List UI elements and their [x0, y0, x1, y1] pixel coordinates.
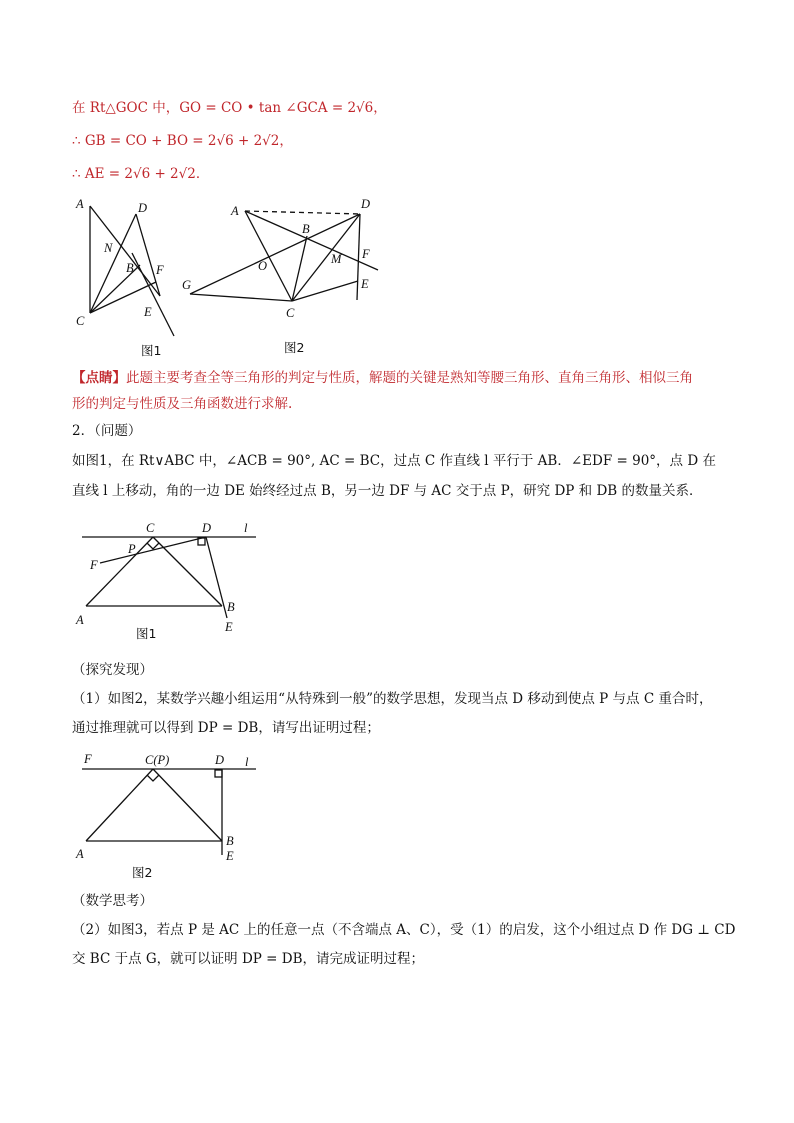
top-fig1-geometry — [90, 206, 174, 336]
top-fig2-label-M: M — [331, 252, 342, 266]
note-line-2: 形的判定与性质及三角函数进行求解. — [72, 396, 293, 412]
prob-fig2-label-A: A — [76, 847, 84, 861]
question-2-line-1: （2）如图3，若点 P 是 AC 上的任意一点（不含端点 A、C），受（1）的启发，这个小组过点 D 作 DG ⊥ CD — [72, 922, 736, 938]
top-fig2-label-C: C — [286, 306, 295, 320]
problem-number: 2．（问题） — [72, 423, 142, 439]
note-text-1: 此题主要考查全等三角形的判定与性质，解题的关键是熟知等腰三角形、直角三角形、相似三角 — [126, 370, 693, 386]
problem-para-1: 如图1，在 Rt∨ABC 中，∠ACB = 90°, AC = BC，过点 C 作直线 l 平行于 AB．∠EDF = 90°，点 D 在 — [72, 453, 716, 469]
problem-para-2: 直线 l 上移动，角的一边 DE 始终经过点 B，另一边 DF 与 AC 交于点 P，研究 DP 和 DB 的数量关系． — [72, 483, 703, 499]
prob-fig2-geometry — [82, 769, 256, 855]
top-fig1-label-B: B — [126, 261, 134, 275]
prob-fig1-label-C: C — [146, 521, 155, 535]
prob-fig1-label-B: B — [227, 600, 235, 614]
prob-fig1-caption: 图1 — [136, 626, 157, 641]
top-fig1-caption: 图1 — [141, 343, 162, 358]
prob-fig1-label-F: F — [90, 558, 98, 572]
note-tag: 【点睛】 — [72, 370, 126, 386]
prob-fig1-geometry — [82, 537, 256, 618]
solution-line-2: ∴ GB = CO + BO = 2√6 + 2√2， — [72, 133, 293, 149]
prob-fig2-label-B: B — [226, 834, 234, 848]
top-fig1-label-N: N — [104, 241, 113, 255]
prob-fig2-label-F: F — [84, 752, 92, 766]
prob-fig2-label-CP: C(P) — [145, 753, 170, 767]
prob-fig2-caption: 图2 — [132, 865, 153, 880]
top-fig1-label-F: F — [156, 263, 164, 277]
top-fig2-label-D: D — [361, 197, 371, 211]
prob-fig1-label-l: l — [244, 521, 248, 535]
top-fig1-label-D: D — [138, 201, 148, 215]
top-fig2-label-F: F — [362, 247, 370, 261]
prob-fig1-label-A: A — [76, 613, 84, 627]
top-fig1-label-C: C — [76, 314, 85, 328]
solution-line-1: 在 Rt△GOC 中，GO = CO • tan ∠GCA = 2√6， — [72, 100, 387, 116]
prob-fig2-label-D: D — [215, 753, 225, 767]
solution-line-3: ∴ AE = 2√6 + 2√2． — [72, 166, 210, 182]
prob-fig1-label-D: D — [202, 521, 212, 535]
question-1-line-1: （1）如图2，某数学兴趣小组运用“从特殊到一般”的数学思想，发现当点 D 移动到使点 P 与点 C 重合时， — [72, 691, 713, 707]
question-2-line-2: 交 BC 于点 G，就可以证明 DP = DB，请完成证明过程； — [72, 951, 424, 967]
prob-fig1-label-P: P — [128, 542, 136, 556]
top-fig1-label-A: A — [76, 197, 84, 211]
top-fig1-label-E: E — [144, 305, 152, 319]
top-fig2-label-B: B — [302, 222, 310, 236]
prob-fig2-label-l: l — [245, 755, 249, 769]
prob-fig2-label-E: E — [226, 849, 234, 863]
top-fig2-label-A: A — [231, 204, 239, 218]
question-1-line-2: 通过推理就可以得到 DP = DB，请写出证明过程； — [72, 720, 380, 736]
note-line-1 — [72, 368, 693, 388]
explore-heading: （探究发现） — [72, 662, 153, 678]
top-fig2-geometry — [190, 211, 378, 301]
think-heading: （数学思考） — [72, 893, 153, 909]
top-fig2-label-E: E — [361, 277, 369, 291]
prob-fig1-label-E: E — [225, 620, 233, 634]
top-fig2-label-O: O — [258, 259, 268, 273]
top-fig2-caption: 图2 — [284, 340, 305, 355]
top-fig2-label-G: G — [182, 278, 192, 292]
